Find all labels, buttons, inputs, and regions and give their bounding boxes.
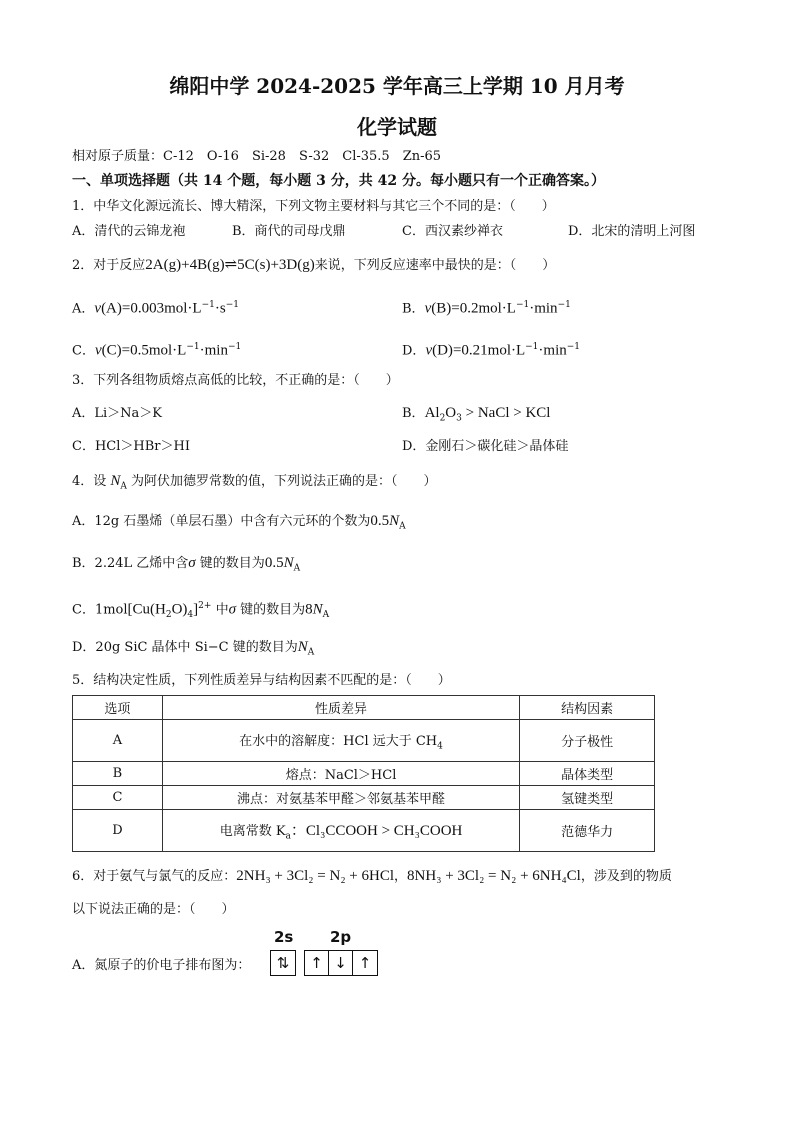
q2-stem [72,257,555,274]
row-property [162,720,519,762]
q2-equation: 2A(g)+4B(g)⇌5C(s)+3D(g) [145,257,315,273]
q4-b-text: B．2.24L 乙烯中含 [72,556,189,571]
q2-c-exp2: −1 [227,342,242,352]
q2-a-label: A． [72,301,95,317]
q4-b-sigma: σ [188,555,196,571]
row-option: A [73,720,163,762]
q2-d-exp2: −1 [566,342,581,352]
q4-b-na: N [283,555,294,571]
q2-c-value: =0.5mol·L [121,342,187,359]
q1-stem: 1．中华文化源远流长、博大精深，下列文物主要材料与其它三个不同的是：（ ） [72,199,555,214]
row-property-sub: a [285,831,291,842]
q4-c-na: N [312,601,323,618]
row-option: D [73,810,163,852]
q4-d-na: N [297,639,308,655]
q4-c-charge: 2+ [198,601,212,611]
row-property-text: 电离常数 K [219,824,286,840]
q4-option-a[interactable] [72,513,406,535]
section-heading: 一、单项选择题（共 14 个题，每小题 3 分，共 42 分。每小题只有一个正确答案。） [72,173,605,189]
q2-d-exp1: −1 [525,342,539,352]
q2-a-value: =0.003mol·L [121,300,202,317]
q2-suffix: 来说，下列反应速率中最快的是：（ ） [314,258,556,273]
q6-stem-b: ，涉及到的物质 [580,869,672,884]
q2-option-b[interactable] [402,297,571,317]
q3-b-label: B． [402,406,425,421]
q2-b-var: v [424,300,432,317]
q2-d-value: =0.21mol·L [452,342,526,359]
q3-option-b[interactable] [402,405,550,427]
q5-stem: 5．结构决定性质，下列性质差异与结构因素不匹配的是：（ ） [72,673,451,688]
q2-a-species: (A) [101,300,122,317]
q2-a-exp1: −1 [201,300,215,310]
row-property-tail: ：Cl₃CCOOH > CH₃COOH [290,823,463,840]
table-row [73,720,655,762]
q4-c-s2: 4 [187,609,194,620]
orbital-cell-2p-3: ↑ [358,954,372,972]
q2-prefix: 2．对于反应 [72,258,146,273]
q4-b-sub: A [293,563,301,574]
q4-c-f1: [Cu(H [127,601,166,618]
q6-eq2: 8NH₃ + 3Cl₂ = N₂ + 6NH₄Cl [407,868,581,884]
q3-option-a[interactable]: A．Li＞Na＞K [72,406,163,421]
q4-stem-a: 4．设 [72,474,111,489]
q4-a-text: A．12g 石墨烯（单层石墨）中含有六元环的个数为 [72,514,371,529]
q4-d-sub: A [307,647,315,658]
row-property: 熔点：NaCl＞HCl [162,762,519,786]
q3-option-d[interactable]: D．金刚石＞碳化硅＞晶体硅 [402,439,569,454]
table-row [73,810,655,852]
q2-d-label: D． [402,343,426,359]
q2-option-d[interactable] [402,339,580,359]
q4-c-mid2: 键的数目为 [235,602,306,618]
q3-b-rest: > NaCl > KCl [461,405,551,421]
orbital-2s-box [270,950,296,976]
q2-d-var: v [425,342,433,359]
q2-c-exp1: −1 [186,342,200,352]
q4-c-sigma: σ [228,601,236,618]
q6-stem-a: 6．对于氨气与氯气的反应： [72,869,237,884]
q3-b-al: Al [424,405,440,421]
q1-option-a[interactable]: A．清代的云锦龙袍 [72,224,186,239]
q2-d-species: (D) [432,342,453,359]
header-property: 性质差异 [162,696,519,720]
q4-c-val: 8 [305,601,313,618]
q4-stem-sub: A [120,481,127,492]
exam-subtitle: 化学试题 [357,115,437,139]
header-factor: 结构因素 [520,696,655,720]
q2-c-label: C． [72,343,95,359]
q6-option-a[interactable]: A．氮原子的价电子排布图为： [72,958,251,973]
orbital-cell-2p-2: ↓ [329,951,353,975]
row-factor: 范德华力 [520,810,655,852]
row-property [162,810,519,852]
q2-a-exp2: −1 [225,300,239,310]
q4-c-s1: 2 [165,609,172,620]
q2-c-var: v [94,342,102,359]
q4-c-sub: A [322,609,330,620]
q2-b-unit: ·min [529,300,558,317]
q2-option-a[interactable] [72,297,239,317]
q4-stem [72,473,437,495]
q4-option-c[interactable] [72,598,329,623]
q2-a-var: v [94,300,102,317]
q4-a-sub: A [399,521,406,532]
q6-eq1: 2NH₃ + 3Cl₂ = N₂ + 6HCl [236,868,395,884]
row-property-text: 在水中的溶解度：HCl 远大于 CH [239,733,438,749]
q2-a-unit: ·s [214,300,226,317]
row-option: B [73,762,163,786]
q4-a-val: 0.5 [370,513,390,529]
row-property: 沸点：对氨基苯甲醛＞邻氨基苯甲醛 [162,786,519,810]
q2-b-value: =0.2mol·L [451,300,516,317]
row-factor: 分子极性 [520,720,655,762]
orbital-2p-label: 2p [330,928,352,946]
q4-c-mid: 中 [211,602,229,618]
orbital-cell-2s: ⇅ [276,954,290,972]
q5-table [72,695,655,852]
q3-option-c[interactable]: C．HCl＞HBr＞HI [72,439,190,454]
orbital-2p-box [304,950,378,976]
table-row [73,786,655,810]
q4-option-d[interactable] [72,639,314,661]
q2-b-exp2: −1 [557,300,571,310]
q2-d-unit: ·min [538,342,567,359]
row-option: C [73,786,163,810]
q2-c-species: (C) [101,342,122,359]
q6-sep: ， [394,869,408,884]
q1-option-b[interactable]: B．商代的司母戊鼎 [232,224,346,239]
q2-b-species: (B) [431,300,452,317]
table-header-row [73,696,655,720]
exam-title: 绵阳中学 2024-2025 学年高三上学期 10 月月考 [169,74,625,98]
q6-stem-line2: 以下说法正确的是：（ ） [72,902,235,917]
q4-a-na: N [389,513,400,529]
q2-c-unit: ·min [199,342,228,359]
header-option: 选项 [73,696,163,720]
q4-c-f2: O) [171,601,188,618]
q4-option-b[interactable] [72,555,300,577]
q2-b-exp1: −1 [515,300,530,310]
atomic-masses: 相对原子质量：C-12 O-16 Si-28 S-32 Cl-35.5 Zn-65 [72,149,442,164]
q3-stem: 3．下列各组物质熔点高低的比较，不正确的是：（ ） [72,373,399,388]
q4-b-mid: 键的数目为 [195,556,265,571]
q6-stem [72,868,672,885]
orbital-cell-2p-1: ↑ [305,951,329,975]
q1-option-c[interactable]: C．西汉素纱禅衣 [402,224,503,239]
row-factor: 氢键类型 [520,786,655,810]
q4-c-label: C．1mol [72,602,128,618]
q4-d-text: D．20g SiC 晶体中 Si−C 键的数目为 [72,640,298,655]
q4-b-val: 0.5 [264,555,284,571]
orbital-2s-label: 2s [274,928,294,946]
row-factor: 晶体类型 [520,762,655,786]
q4-stem-b: 为阿伏加德罗常数的值，下列说法正确的是：（ ） [126,474,437,489]
q4-c-f3: ] [193,601,199,618]
q1-option-d[interactable]: D．北宋的清明上河图 [568,224,696,239]
row-property-sub: 4 [437,741,443,752]
q2-option-c[interactable] [72,339,241,359]
q3-b-o: O [445,405,457,421]
q2-b-label: B． [402,301,425,317]
q3-b-sub1: 2 [439,413,446,424]
table-row [73,762,655,786]
q3-b-sub2: 3 [456,413,462,424]
q4-stem-na: N [110,473,121,489]
